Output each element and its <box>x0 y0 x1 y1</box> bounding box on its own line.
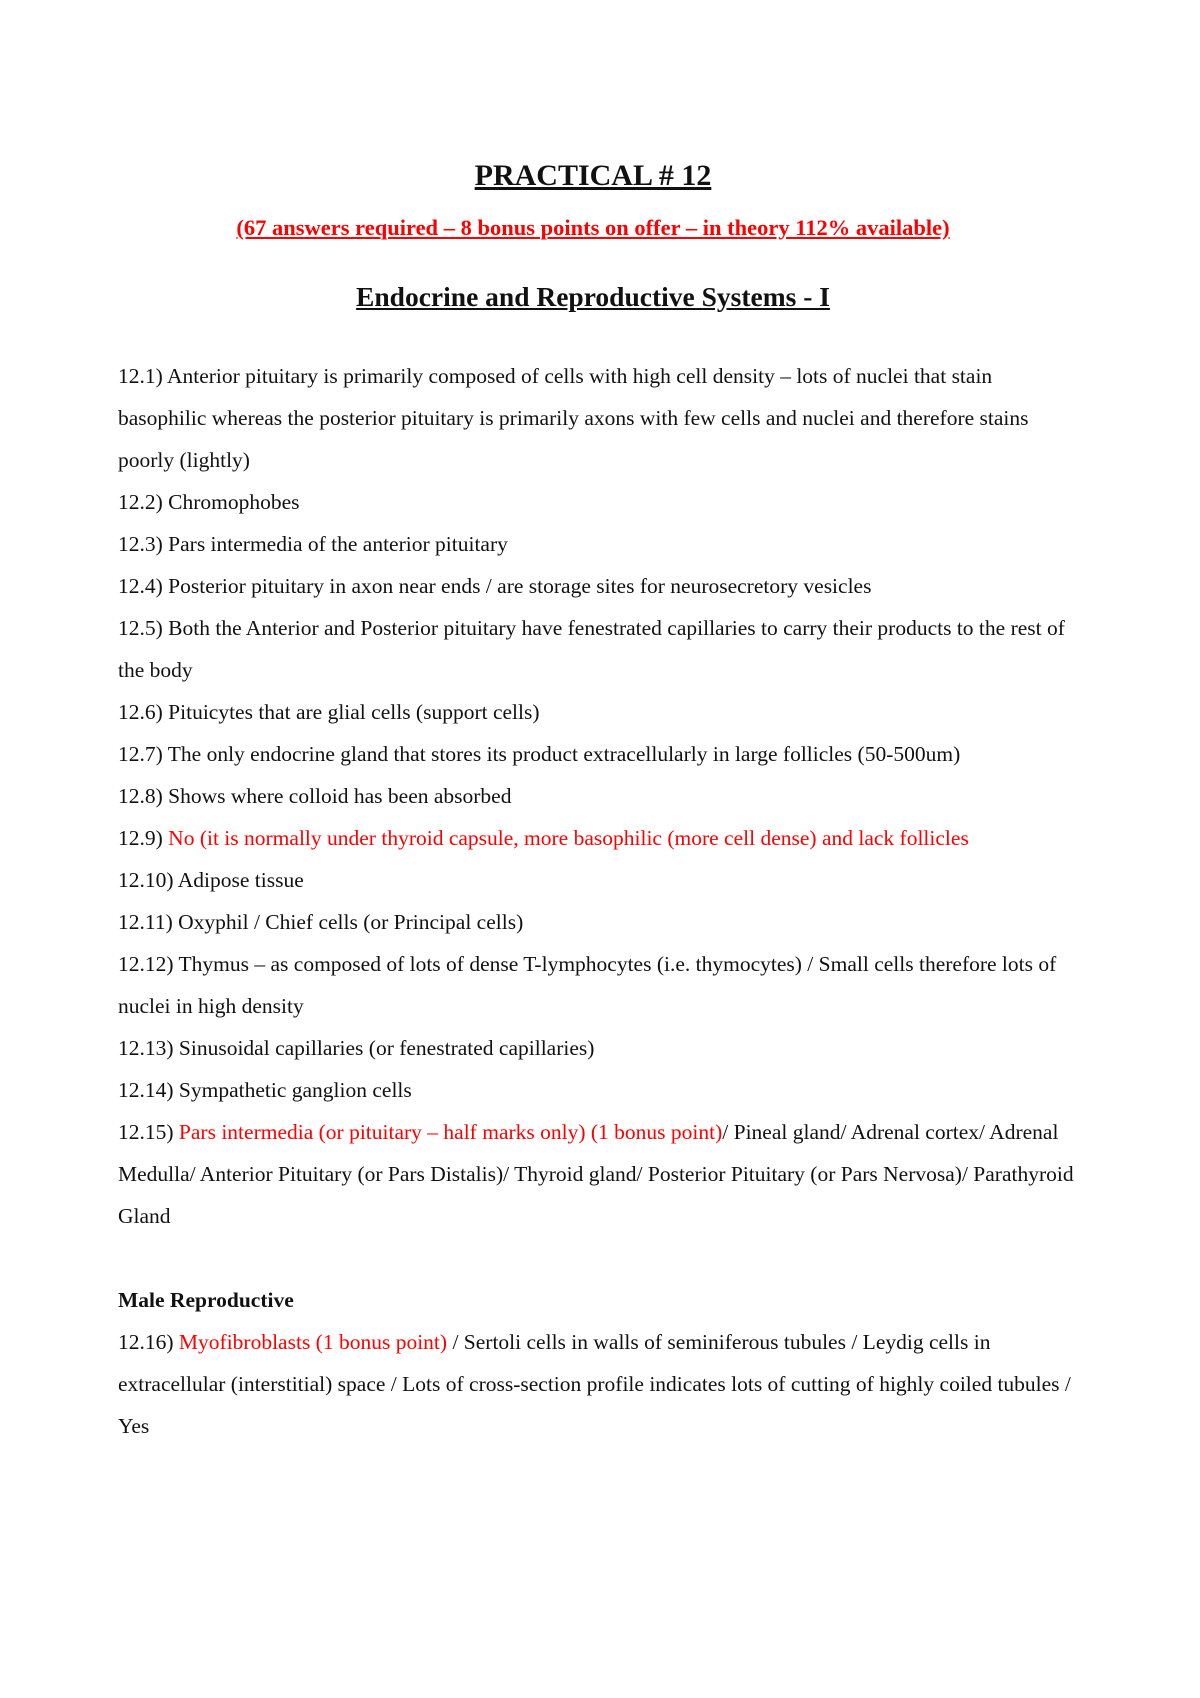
highlighted-answer: Myofibroblasts (1 bonus point) <box>178 1330 448 1354</box>
answer-12-12: 12.12) Thymus – as composed of lots of dense T-lymphocytes (i.e. thymocytes) / Small cells therefore lots of nuclei in high density <box>118 952 1057 1018</box>
answer-number: 12.9) <box>118 826 163 850</box>
answer-12-16 <box>118 1321 1078 1447</box>
answer-12-7: 12.7) The only endocrine gland that stores its product extracellularly in large follicles (50-500um) <box>118 742 961 766</box>
answer-12-15 <box>118 1111 1078 1237</box>
topic-heading: Endocrine and Reproductive Systems - I <box>356 281 830 312</box>
answer-12-8: 12.8) Shows where colloid has been absorbed <box>118 784 512 808</box>
answer-number: 12.15) <box>118 1120 174 1144</box>
section-heading-male-reproductive: Male Reproductive <box>118 1288 294 1312</box>
answer-12-14: 12.14) Sympathetic ganglion cells <box>118 1078 412 1102</box>
answer-12-9 <box>118 817 1078 859</box>
answer-12-13: 12.13) Sinusoidal capillaries (or fenestrated capillaries) <box>118 1036 595 1060</box>
answer-12-11: 12.11) Oxyphil / Chief cells (or Principal cells) <box>118 910 524 934</box>
practical-title: PRACTICAL # 12 <box>474 159 712 192</box>
highlighted-answer: No (it is normally under thyroid capsule, more basophilic (more cell dense) and lack follicles <box>168 826 969 850</box>
answer-12-1: 12.1) Anterior pituitary is primarily composed of cells with high cell density – lots of nuclei that stain basophilic whereas the posterior pituitary is primarily axons with few cells and nuclei and therefore stains poorly (lightly) <box>118 364 1029 472</box>
answer-12-6: 12.6) Pituicytes that are glial cells (support cells) <box>118 700 540 724</box>
answer-12-3: 12.3) Pars intermedia of the anterior pituitary <box>118 532 508 556</box>
answer-12-5: 12.5) Both the Anterior and Posterior pituitary have fenestrated capillaries to carry their products to the rest of the body <box>118 616 1065 682</box>
answer-text: / Pineal gland/ Adrenal cortex/ Adrenal Medulla/ Anterior Pituitary (or Pars Distalis)/ Thyroid gland/ Posterior Pituitary (or Pars Nervosa)/ Parathyroid Gland <box>118 1120 1074 1228</box>
answer-number: 12.16) <box>118 1330 174 1354</box>
answer-text: / Sertoli cells in walls of seminiferous tubules / Leydig cells in extracellular (interstitial) space / Lots of cross-section profile indicates lots of cutting of highly coiled tubules / Yes <box>118 1330 1071 1438</box>
answer-12-2: 12.2) Chromophobes <box>118 490 300 514</box>
answers-required-note: (67 answers required – 8 bonus points on offer – in theory 112% available) <box>236 215 950 240</box>
highlighted-answer: Pars intermedia (or pituitary – half marks only) (1 bonus point) <box>178 1120 723 1144</box>
answer-list <box>118 355 1078 1447</box>
answer-12-4: 12.4) Posterior pituitary in axon near ends / are storage sites for neurosecretory vesicles <box>118 574 872 598</box>
answer-12-10: 12.10) Adipose tissue <box>118 868 304 892</box>
